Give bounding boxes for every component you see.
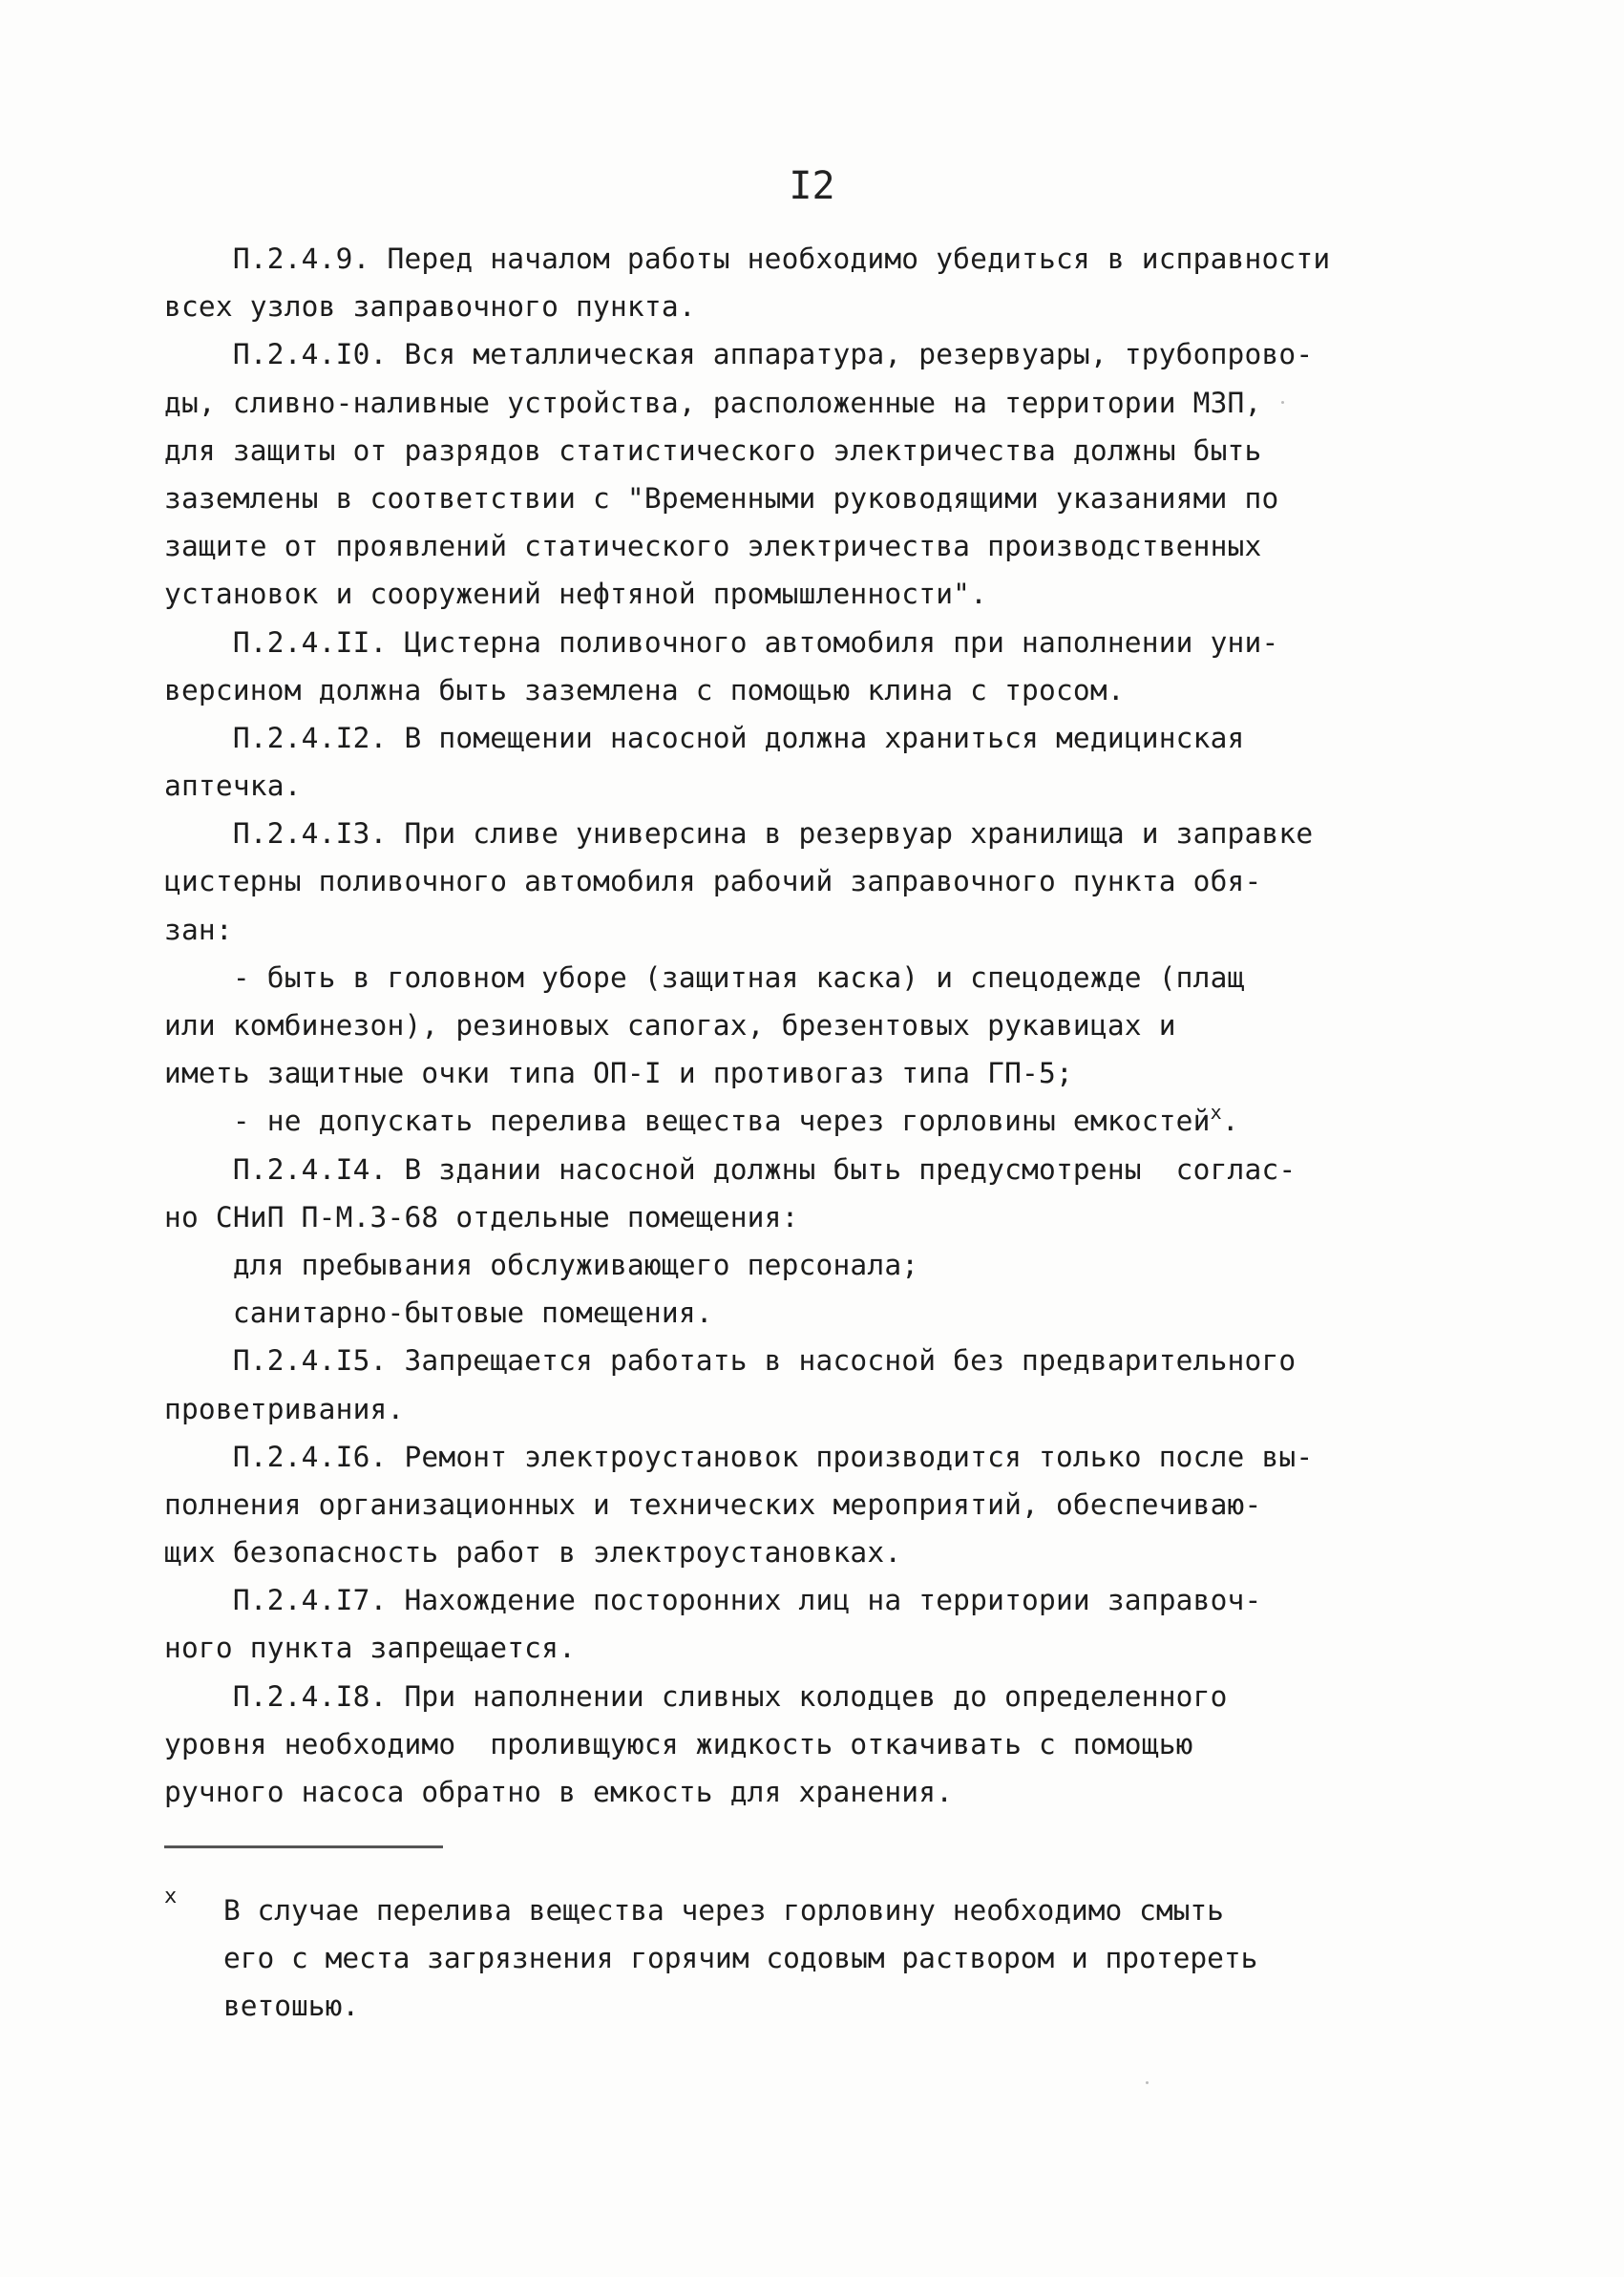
footnote-reference: x — [1210, 1101, 1222, 1125]
footnote-text — [223, 1887, 1257, 2030]
footnote-separator — [164, 1845, 443, 1848]
body-text — [164, 235, 1482, 1816]
text-line: П.2.4.I2. В помещении насосной должна храниться медицинская — [164, 721, 1245, 754]
scan-speck — [1281, 401, 1284, 404]
text-line: иметь защитные очки типа ОП-I и противогаз типа ГП-5; — [164, 1057, 1073, 1090]
text-line: проветривания. — [164, 1392, 405, 1425]
text-line: П.2.4.II. Цистерна поливочного автомобиля при наполнении уни- — [164, 625, 1279, 659]
text-line: цистерны поливочного автомобиля рабочий заправочного пункта обя- — [164, 865, 1262, 898]
text-line: аптечка. — [164, 770, 302, 803]
text-line-content: - не допускать перелива вещества через горловины емкостей — [164, 1105, 1211, 1138]
text-line: защите от проявлений статического электричества производственных — [164, 530, 1262, 563]
text-line: П.2.4.I5. Запрещается работать в насосной без предварительного — [164, 1344, 1297, 1378]
text-line: П.2.4.I6. Ремонт электроустановок производится только после вы- — [164, 1440, 1314, 1473]
text-line: всех узлов заправочного пункта. — [164, 290, 696, 324]
text-line: версином должна быть заземлена с помощью клина с тросом. — [164, 673, 1125, 706]
text-line: заземлены в соответствии с "Временными руководящими указаниями по — [164, 481, 1279, 515]
text-line: для защиты от разрядов статистического электричества должны быть — [164, 433, 1262, 467]
text-line: ручного насоса обратно в емкость для хранения. — [164, 1776, 954, 1808]
text-line: установок и сооружений нефтяной промышленности". — [164, 578, 988, 611]
text-line — [164, 1097, 1482, 1145]
text-line: полнения организационных и технических мероприятий, обеспечиваю- — [164, 1487, 1262, 1521]
footnote-line: В случае перелива вещества через горловину необходимо смыть — [223, 1894, 1224, 1927]
text-line: ного пункта запрещается. — [164, 1632, 577, 1665]
page-number: I2 — [789, 164, 835, 208]
footnote-line: его с места загрязнения горячим содовым раствором и протереть — [223, 1942, 1258, 1974]
text-line: санитарно-бытовые помещения. — [164, 1297, 713, 1330]
text-line: П.2.4.I3. При сливе универсина в резервуар хранилища и заправке — [164, 817, 1314, 851]
text-line: П.2.4.I4. В здании насосной должны быть предусмотрены соглас- — [164, 1152, 1297, 1186]
text-line: щих безопасность работ в электроустановках. — [164, 1536, 902, 1570]
footnote — [164, 1887, 1482, 2077]
footnote-line: ветошью. — [223, 1990, 360, 2022]
text-line: - быть в головном уборе (защитная каска) и спецодежде (плащ — [164, 960, 1245, 994]
text-line-end: . — [1221, 1105, 1239, 1138]
text-line: П.2.4.I7. Нахождение посторонних лиц на территории заправоч- — [164, 1584, 1262, 1617]
text-line: уровня необходимо проливщуюся жидкость откачивать с помощью — [164, 1727, 1193, 1760]
text-line: ды, сливно-наливные устройства, расположенные на территории МЗП, — [164, 386, 1262, 419]
text-line: но СНиП П-М.3-68 отдельные помещения: — [164, 1200, 799, 1233]
text-line: для пребывания обслуживающего персонала; — [164, 1248, 919, 1281]
scan-speck — [1146, 2081, 1149, 2084]
text-line: или комбинезон), резиновых сапогах, брезентовых рукавицах и — [164, 1009, 1176, 1042]
text-line: П.2.4.I0. Вся металлическая аппаратура, резервуары, трубопрово- — [164, 338, 1314, 371]
text-line: П.2.4.I8. При наполнении сливных колодцев до определенного — [164, 1679, 1228, 1713]
text-line: зан: — [164, 913, 233, 946]
text-line: П.2.4.9. Перед началом работы необходимо убедиться в исправности — [164, 242, 1331, 275]
footnote-mark: x — [164, 1885, 178, 1908]
